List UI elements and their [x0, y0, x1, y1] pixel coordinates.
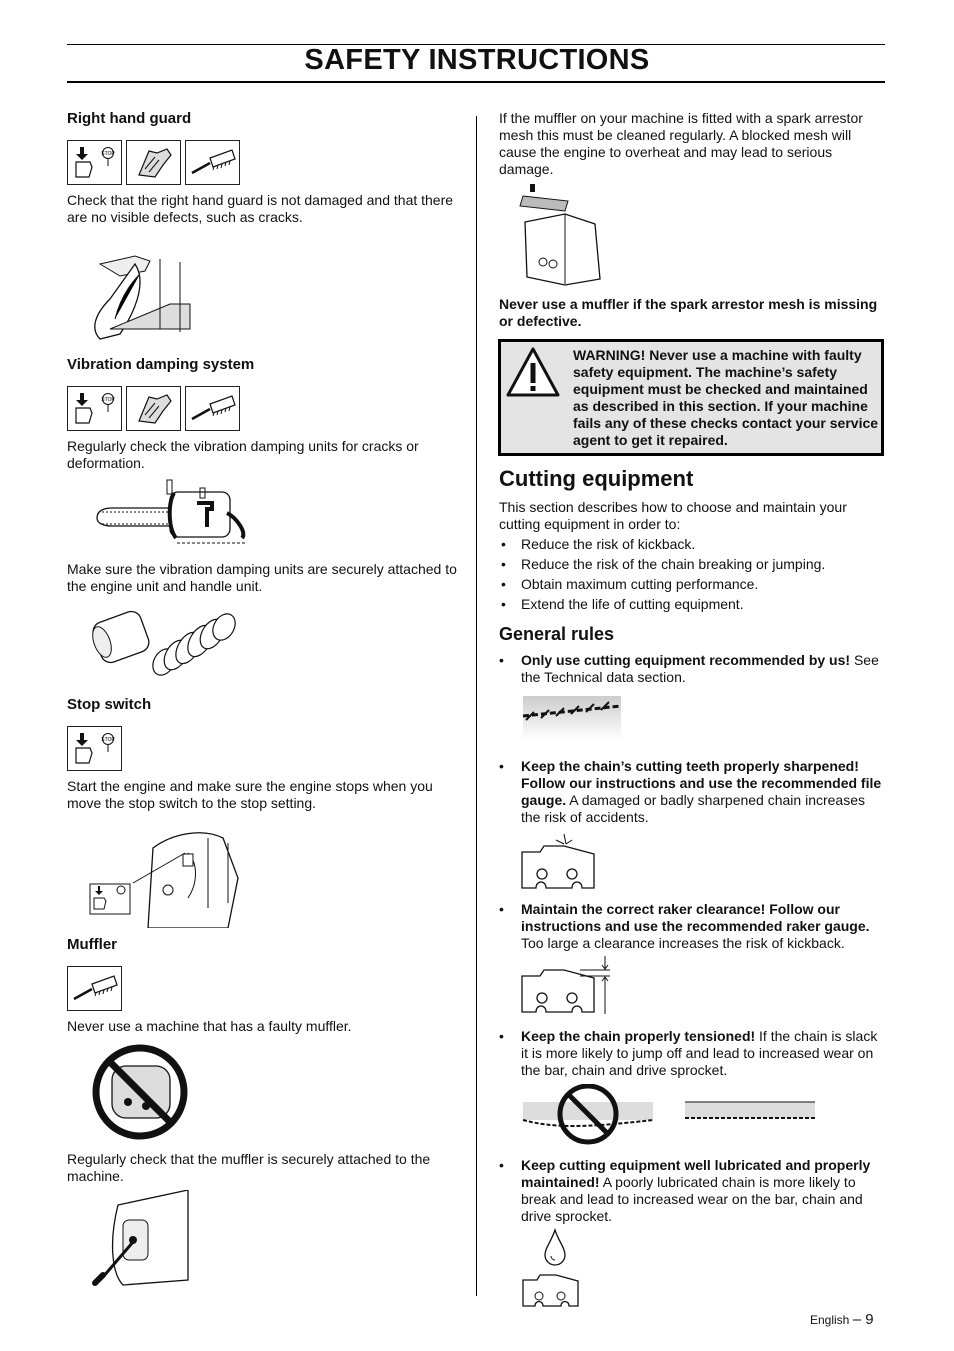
- cutting-tooth-illustration: [520, 832, 600, 892]
- stop-switch-text: Start the engine and make sure the engine stops when you move the stop switch to the stop setting.: [67, 778, 433, 811]
- spark-arrestor-text: If the muffler on your machine is fitted with a spark arrestor mesh this must be cleaned regularly. A blocked mesh will cause the engine to overheat and may lead to serious damage.: [499, 110, 863, 177]
- hand-guard-text: Check that the right hand guard is not damaged and that there are no visible defects, such as cracks.: [67, 192, 454, 225]
- list-item: • Reduce the risk of the chain breaking or jumping.: [499, 554, 884, 574]
- cutting-goals-list: [499, 534, 884, 614]
- rule-2-text: A damaged or badly sharpened chain increases the risk of accidents.: [521, 792, 865, 825]
- gloves-icon: [126, 386, 181, 431]
- svg-text:STOP: STOP: [101, 151, 115, 157]
- warning-text: WARNING! Never use a machine with faulty safety equipment. The machine’s safety equipment must be checked and maintained as described in this section. If your machine fails any of these checks contact your service agent to get it repaired.: [573, 347, 879, 448]
- hand-guard-illustration: [90, 234, 200, 344]
- spark-arrestor-illustration: [515, 182, 605, 287]
- list-item: • Reduce the risk of kickback.: [499, 534, 884, 554]
- rule-5-text: A poorly lubricated chain is more likely to break and lead to increased wear on the bar, chain and drive sprocket.: [521, 1174, 863, 1224]
- rule-3-bold: Maintain the correct raker clearance! Follow our instructions and use the recommended raker gauge.: [521, 901, 870, 934]
- stop-switch-illustration: [88, 818, 248, 928]
- spark-arrestor-warning: Never use a muffler if the spark arrestor mesh is missing or defective.: [499, 296, 878, 329]
- chain-illustration: [521, 692, 623, 742]
- footer: [810, 1311, 874, 1328]
- muffler-heading: Muffler: [67, 936, 117, 953]
- muffler-screwdriver-illustration: [88, 1190, 198, 1290]
- general-rules-heading: General rules: [499, 624, 615, 644]
- brush-icon: [185, 386, 240, 431]
- warning-triangle-icon: [505, 346, 561, 398]
- brush-icon: [185, 140, 240, 185]
- rule-1: • Only use cutting equipment recommended by us! See the Technical data section.: [499, 652, 879, 685]
- brush-icon: [67, 966, 122, 1011]
- cutting-equipment-heading: Cutting equipment: [499, 466, 694, 491]
- rule-3-text: Too large a clearance increases the risk of kickback.: [521, 935, 845, 951]
- muffler-text-1: Never use a machine that has a faulty muffler.: [67, 1018, 352, 1034]
- footer-language: English: [810, 1313, 850, 1327]
- rule-1-bold: Only use cutting equipment recommended by us!: [521, 652, 851, 668]
- stop-switch-heading: Stop switch: [67, 696, 152, 713]
- rule-2-bold: Keep the chain’s cutting teeth properly sharpened! Follow our instructions and use the recommended file gauge.: [521, 758, 882, 808]
- gloves-icon: [126, 140, 181, 185]
- rule-2: • Keep the chain’s cutting teeth properly sharpened! Follow our instructions and use the recommended file gauge. A damaged or badly sharpened chain increases the risk of accidents.: [499, 758, 882, 825]
- svg-text:STOP: STOP: [101, 397, 115, 403]
- damping-units-illustration: [88, 604, 243, 682]
- rule-5: • Keep cutting equipment well lubricated and properly maintained! A poorly lubricated chain is more likely to break and lead to increased wear on the bar, chain and drive sprocket.: [499, 1157, 871, 1224]
- chainsaw-illustration: [92, 478, 257, 548]
- stop-engine-icon: [67, 726, 122, 771]
- rule-5-bold: Keep cutting equipment well lubricated and properly maintained!: [521, 1157, 871, 1190]
- column-divider: [476, 116, 477, 1296]
- stop-engine-icon: [67, 140, 122, 185]
- rule-4-text: If the chain is slack it is more likely to jump off and lead to increased wear on the bar, chain and drive sprocket.: [521, 1028, 878, 1078]
- page-title: SAFETY INSTRUCTIONS: [304, 44, 650, 76]
- list-item: • Obtain maximum cutting performance.: [499, 574, 884, 594]
- vibration-text-2: Make sure the vibration damping units are securely attached to the engine unit and handle unit.: [67, 561, 457, 594]
- page-number: – 9: [852, 1311, 874, 1328]
- rule-4: • Keep the chain properly tensioned! If the chain is slack it is more likely to jump off and lead to increased wear on the bar, chain and drive sprocket.: [499, 1028, 878, 1078]
- stop-engine-icon: [67, 386, 122, 431]
- warning-box: [498, 339, 884, 456]
- list-item: • Extend the life of cutting equipment.: [499, 594, 884, 614]
- muffler-text-2: Regularly check that the muffler is securely attached to the machine.: [67, 1151, 431, 1184]
- prohibited-muffler-icon: [90, 1044, 190, 1140]
- svg-text:STOP: STOP: [101, 737, 115, 743]
- header-bottom-rule: [67, 81, 885, 83]
- vibration-text-1: Regularly check the vibration damping units for cracks or deformation.: [67, 438, 419, 471]
- rule-3: • Maintain the correct raker clearance! Follow our instructions and use the recommended raker gauge. Too large a clearance increases the risk of kickback.: [499, 901, 870, 951]
- rule-4-bold: Keep the chain properly tensioned!: [521, 1028, 756, 1044]
- raker-clearance-illustration: [520, 954, 612, 1016]
- lubrication-illustration: [521, 1228, 581, 1308]
- hand-guard-heading: Right hand guard: [67, 110, 192, 127]
- rule-1-text: See the Technical data section.: [521, 652, 879, 685]
- cutting-intro: This section describes how to choose and maintain your cutting equipment in order to:: [499, 499, 847, 532]
- chain-tension-illustration: [521, 1084, 821, 1146]
- vibration-heading: Vibration damping system: [67, 356, 255, 373]
